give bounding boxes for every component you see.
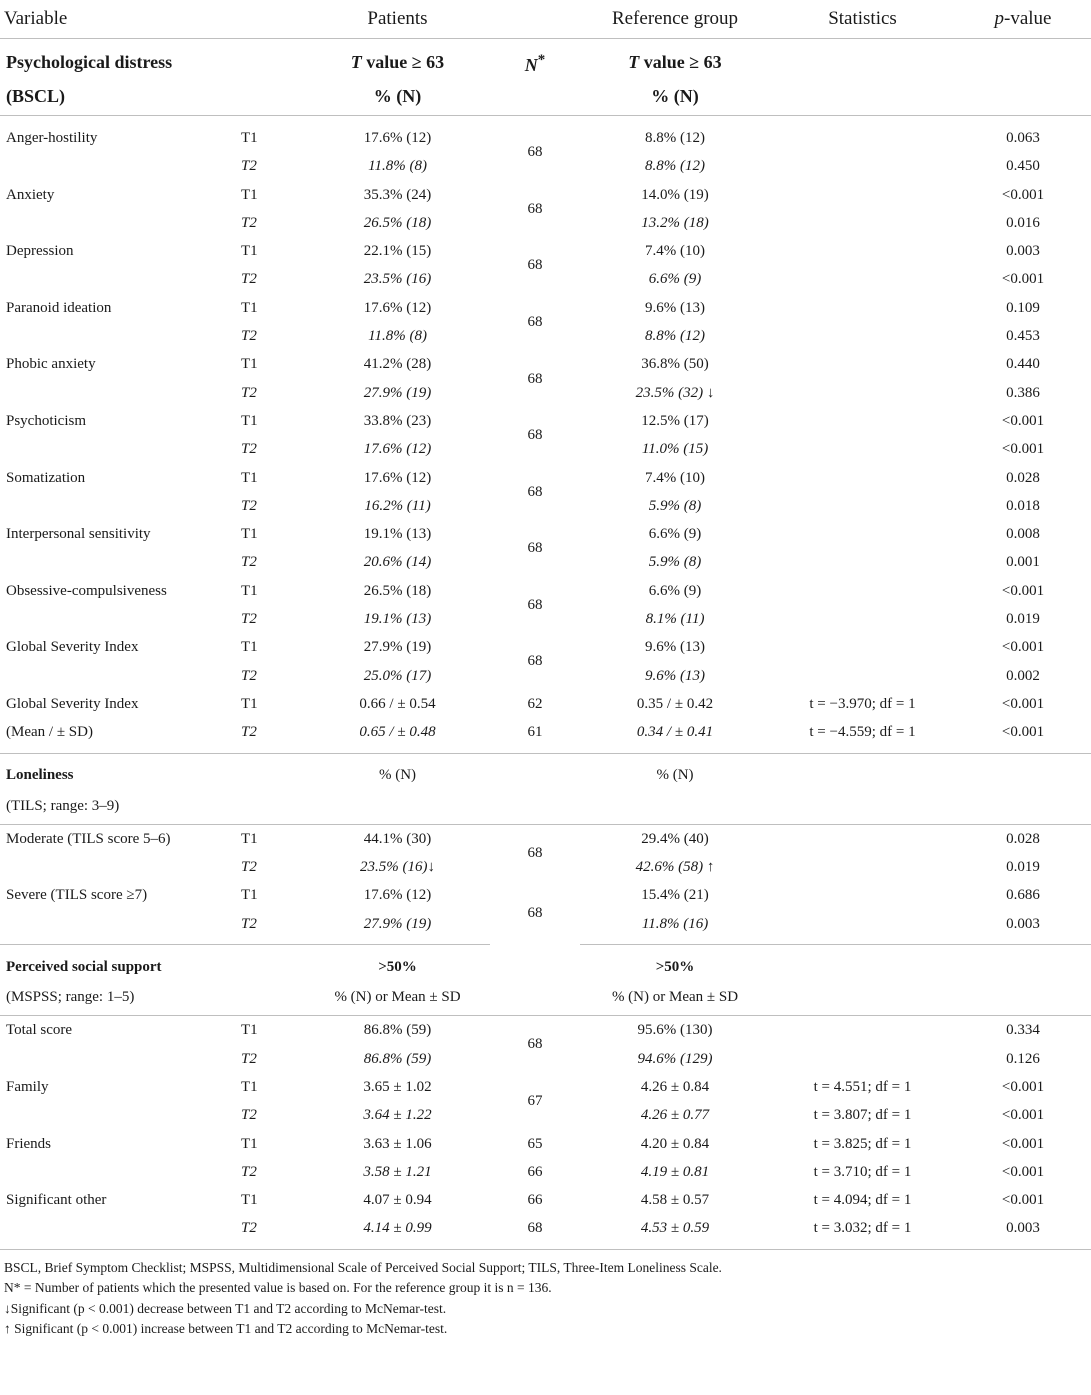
header-statistics: Statistics: [770, 0, 955, 39]
bscl-patients-value: 17.6% (12): [363, 130, 432, 146]
loneliness-variable: Severe (TILS score ≥7): [6, 887, 148, 904]
bscl-reference-value: 23.5% (32) ↓: [635, 384, 715, 401]
loneliness-patients-value: 17.6% (12): [363, 887, 432, 904]
support-split-patients-value: 3.58 ± 1.21: [363, 1163, 432, 1180]
support-split-timepoint: T1: [241, 1135, 258, 1152]
bscl-statistics: [770, 548, 955, 576]
loneliness-sub-title: (TILS; range: 3–9): [0, 792, 235, 825]
bscl-variable: Anger-hostility: [6, 130, 98, 146]
bscl-timepoint: T1: [241, 582, 258, 599]
bscl-p-value: 0.002: [1006, 667, 1040, 684]
bscl-reference-value: 9.6% (13): [645, 667, 705, 684]
bscl-reference-value: 8.8% (12): [645, 158, 705, 175]
bscl-p-value: 0.450: [1006, 158, 1040, 175]
loneliness-timepoint: T2: [235, 910, 305, 945]
bscl-subtitle: (BSCL): [0, 81, 235, 116]
loneliness-sub-reference-label: [580, 792, 770, 825]
bscl-p-value: 0.001: [1006, 554, 1040, 571]
bscl-reference-value: 5.9% (8): [648, 497, 702, 514]
bscl-statistics: [770, 577, 955, 605]
loneliness-title: Loneliness: [6, 767, 74, 784]
table-row: [0, 124, 1091, 152]
table-row: [0, 881, 1091, 909]
bscl-p-value: 0.018: [1006, 497, 1040, 514]
header-p-rest: -value: [1004, 8, 1052, 29]
support-split-statistics: t = 4.094; df = 1: [813, 1192, 912, 1209]
bscl-timepoint: T1: [241, 186, 258, 203]
bscl-variable: [0, 548, 235, 576]
gsi-mean-timepoint: T2: [235, 718, 305, 753]
loneliness-timepoint: T1: [241, 830, 258, 847]
bscl-patients-value: 23.5% (16): [363, 271, 432, 288]
bscl-p-value: 0.008: [1006, 526, 1040, 543]
bscl-timepoint: T1: [241, 469, 258, 486]
support-sub-header-row: [0, 983, 1091, 1016]
support-split-p-value: <0.001: [1001, 1163, 1045, 1180]
bscl-reference-value: 14.0% (19): [641, 186, 709, 203]
bscl-n-label: N*: [524, 51, 546, 75]
bscl-p-value: 0.386: [1006, 384, 1040, 401]
bscl-timepoint: T2: [241, 328, 257, 345]
support-family-reference-value: 4.26 ± 0.84: [640, 1078, 710, 1095]
bscl-patients-value: 17.6% (12): [363, 299, 432, 316]
loneliness-patients-value: 44.1% (30): [363, 830, 432, 847]
table-footnotes: [0, 1249, 1091, 1340]
bscl-timepoint: T2: [241, 384, 257, 401]
bscl-reference-value: 7.4% (10): [645, 469, 705, 486]
loneliness-p-value: 0.019: [1006, 859, 1040, 876]
bscl-statistics: [770, 633, 955, 661]
bscl-reference-value: 9.6% (13): [645, 639, 705, 656]
bscl-patients-value: 27.9% (19): [363, 639, 432, 656]
table-row: [0, 1016, 1091, 1045]
table-row: [0, 237, 1091, 265]
gsi-mean-p-value: <0.001: [955, 718, 1091, 753]
bscl-timepoint: T1: [241, 412, 258, 429]
support-split-n: 68: [527, 1220, 543, 1237]
loneliness-patients-value: 23.5% (16)↓: [360, 859, 435, 876]
loneliness-variable: [0, 910, 235, 945]
support-total-variable: Total score: [6, 1022, 73, 1039]
gsi-mean-patients-value: 0.66 / ± 0.54: [359, 695, 436, 712]
support-reference-label: >50%: [655, 958, 695, 975]
bscl-n: 68: [527, 596, 543, 613]
bscl-timepoint: T2: [241, 554, 257, 571]
loneliness-sub-patients-label: [305, 792, 490, 825]
bscl-header-row-2: [0, 81, 1091, 116]
bscl-variable: [0, 492, 235, 520]
bscl-statistics: [770, 379, 955, 407]
loneliness-patients-value: 27.9% (19): [305, 910, 490, 945]
bscl-statistics: [770, 435, 955, 463]
bscl-timepoint: T2: [241, 158, 257, 175]
bscl-p-value: <0.001: [1001, 412, 1045, 429]
bscl-patients-value: 27.9% (19): [363, 384, 432, 401]
bscl-patients-value: 20.6% (14): [363, 554, 432, 571]
table-row: [0, 1130, 1091, 1158]
header-variable: Variable: [0, 0, 235, 39]
loneliness-p-value: 0.003: [955, 910, 1091, 945]
bscl-variable: [0, 379, 235, 407]
support-total-variable: [0, 1045, 235, 1073]
support-split-n: 66: [527, 1163, 543, 1180]
support-family-statistics: t = 4.551; df = 1: [813, 1078, 912, 1095]
bscl-reference-value: 9.6% (13): [645, 299, 705, 316]
loneliness-reference-label: % (N): [656, 767, 694, 784]
bscl-statistics: [770, 520, 955, 548]
support-split-statistics: t = 3.825; df = 1: [813, 1135, 912, 1152]
loneliness-reference-value: 29.4% (40): [641, 830, 709, 847]
gsi-mean-reference-value: 0.35 / ± 0.42: [636, 695, 714, 712]
bscl-variable: [0, 322, 235, 350]
support-split-p-value: 0.003: [1006, 1220, 1040, 1237]
bscl-timepoint: T1: [241, 299, 258, 316]
header-timepoint: [235, 0, 305, 39]
bscl-reference-value: 12.5% (17): [641, 412, 709, 429]
loneliness-n: 68: [527, 904, 543, 921]
bscl-patients-value: 19.1% (13): [363, 611, 432, 628]
gsi-mean-patients-value: 0.65 / ± 0.48: [305, 718, 490, 753]
bscl-variable: Depression: [6, 243, 74, 260]
support-split-timepoint: T1: [241, 1192, 258, 1209]
loneliness-reference-value: 11.8% (16): [580, 910, 770, 945]
bscl-p-value: <0.001: [1001, 582, 1045, 599]
bscl-statistics: [770, 464, 955, 492]
header-n: [490, 0, 580, 39]
support-sub-title: (MSPSS; range: 1–5): [0, 983, 235, 1016]
bscl-patients-value: 22.1% (15): [363, 243, 432, 260]
gsi-mean-statistics: t = −4.559; df = 1: [770, 718, 955, 753]
bscl-p-value: 0.063: [1006, 130, 1040, 146]
bscl-patients-value: 41.2% (28): [363, 356, 432, 373]
support-split-p-value: <0.001: [1001, 1192, 1045, 1209]
support-total-statistics: [770, 1045, 955, 1073]
loneliness-reference-value: 15.4% (21): [641, 887, 709, 904]
header-reference-group: Reference group: [580, 0, 770, 39]
bscl-p-value: 0.028: [1006, 469, 1040, 486]
bscl-reference-value: 6.6% (9): [648, 582, 702, 599]
bscl-variable: Paranoid ideation: [6, 299, 112, 316]
support-patients-label: >50%: [378, 958, 417, 975]
support-split-variable: [0, 1214, 235, 1242]
bscl-patients-value: 17.6% (12): [363, 441, 432, 458]
bscl-reference-unit: % (N): [580, 81, 770, 116]
loneliness-n: 68: [527, 844, 543, 861]
bscl-n: 68: [527, 427, 543, 444]
bscl-timepoint: T1: [241, 130, 258, 146]
support-total-p-value: 0.126: [1006, 1050, 1040, 1067]
support-split-patients-value: 3.63 ± 1.06: [363, 1135, 432, 1152]
gsi-mean-variable: (Mean / ± SD): [0, 718, 235, 753]
bscl-timepoint: T2: [241, 497, 257, 514]
bscl-variable: Somatization: [6, 469, 86, 486]
support-family-statistics: t = 3.807; df = 1: [813, 1107, 912, 1124]
gsi-mean-timepoint: T1: [241, 695, 258, 712]
bscl-reference-value: 5.9% (8): [648, 554, 702, 571]
table-row: [0, 181, 1091, 209]
bscl-statistics: [770, 492, 955, 520]
bscl-timepoint: T1: [241, 243, 258, 260]
support-split-timepoint: T2: [241, 1220, 257, 1237]
bscl-variable: Anxiety: [6, 186, 55, 203]
table-row: [0, 294, 1091, 322]
support-split-patients-value: 4.14 ± 0.99: [363, 1220, 432, 1237]
bscl-reference-value: 8.8% (12): [645, 130, 705, 146]
bscl-n: 68: [527, 257, 543, 274]
loneliness-reference-value: 42.6% (58) ↑: [635, 859, 715, 876]
bscl-reference-value: 7.4% (10): [645, 243, 705, 260]
loneliness-p-value: 0.028: [1006, 830, 1040, 847]
table-row: [0, 577, 1091, 605]
bscl-variable: [0, 605, 235, 633]
bscl-statistics: [770, 322, 955, 350]
bscl-reference-value: 6.6% (9): [648, 526, 702, 543]
footnote-abbreviations: BSCL, Brief Symptom Checklist; MSPSS, Multidimensional Scale of Perceived Social Support; TILS, Three-Item Loneliness Scale.: [4, 1259, 722, 1275]
support-family-p-value: <0.001: [1001, 1107, 1045, 1124]
bscl-p-value: <0.001: [1001, 271, 1045, 288]
support-family-n: 67: [527, 1093, 543, 1110]
gsi-mean-p-value: <0.001: [1001, 695, 1045, 712]
header-patients: Patients: [305, 0, 490, 39]
loneliness-timepoint: T2: [241, 859, 257, 876]
bscl-title: Psychological distress: [6, 52, 173, 72]
bscl-patients-value: 35.3% (24): [363, 186, 432, 203]
bscl-timepoint: T1: [241, 526, 258, 543]
support-total-p-value: 0.334: [1006, 1022, 1040, 1039]
bscl-patients-value: 26.5% (18): [363, 214, 432, 231]
table-row: [0, 464, 1091, 492]
loneliness-variable: Moderate (TILS score 5–6): [6, 830, 171, 847]
loneliness-statistics: [770, 824, 955, 853]
support-split-statistics: t = 3.710; df = 1: [813, 1163, 912, 1180]
bscl-p-value: <0.001: [1001, 639, 1045, 656]
bscl-reference-value: 8.1% (11): [645, 611, 705, 628]
bscl-variable: [0, 435, 235, 463]
bscl-p-value: <0.001: [1001, 441, 1045, 458]
bscl-p-value: 0.019: [1006, 611, 1040, 628]
support-family-reference-value: 4.26 ± 0.77: [640, 1107, 710, 1124]
bscl-statistics: [770, 152, 955, 180]
bscl-variable: Psychoticism: [6, 412, 87, 429]
loneliness-variable: [0, 853, 235, 881]
bscl-header-row-1: [0, 39, 1091, 82]
bscl-patients-value: 11.8% (8): [368, 158, 427, 175]
support-split-variable: Friends: [6, 1135, 51, 1152]
support-family-timepoint: T1: [241, 1078, 258, 1095]
support-total-statistics: [770, 1016, 955, 1045]
bscl-timepoint: T2: [241, 214, 257, 231]
bscl-statistics: [770, 265, 955, 293]
bscl-p-value: 0.016: [1006, 214, 1040, 231]
bscl-timepoint: T1: [241, 639, 258, 656]
loneliness-patients-label: % (N): [378, 767, 417, 784]
bscl-timepoint: T2: [241, 271, 257, 288]
table-header-row: [0, 0, 1091, 39]
bscl-reference-value: 11.0% (15): [641, 441, 709, 458]
support-family-p-value: <0.001: [1001, 1078, 1045, 1095]
support-sub-patients-label: % (N) or Mean ± SD: [305, 983, 490, 1016]
footnote-decrease: ↓Significant (p < 0.001) decrease between T1 and T2 according to McNemar-test.: [4, 1300, 447, 1316]
bscl-statistics: [770, 294, 955, 322]
loneliness-header-row: [0, 753, 1091, 792]
bscl-timepoint: T2: [241, 611, 257, 628]
table-row: [0, 1214, 1091, 1242]
support-split-n: 65: [527, 1135, 543, 1152]
bscl-timepoint: T2: [241, 441, 257, 458]
support-split-variable: Significant other: [6, 1192, 107, 1209]
table-row: [0, 824, 1091, 853]
bscl-patients-value: 11.8% (8): [368, 328, 427, 345]
table-row: [0, 407, 1091, 435]
bscl-timepoint: T1: [241, 356, 258, 373]
bscl-n: 68: [527, 653, 543, 670]
gsi-mean-variable: Global Severity Index: [6, 695, 139, 712]
support-total-timepoint: T1: [241, 1022, 258, 1039]
gsi-mean-n: 62: [527, 695, 543, 712]
bscl-variable: [0, 662, 235, 690]
bscl-variable: Interpersonal sensitivity: [6, 526, 151, 543]
bscl-variable: [0, 152, 235, 180]
loneliness-timepoint: T1: [241, 887, 258, 904]
bscl-statistics: [770, 181, 955, 209]
bscl-reference-criterion: T value ≥ 63: [628, 52, 722, 72]
support-family-patients-value: 3.64 ± 1.22: [363, 1107, 432, 1124]
table-row: [0, 690, 1091, 718]
table-row: [0, 520, 1091, 548]
support-split-reference-value: 4.53 ± 0.59: [640, 1220, 710, 1237]
support-family-variable: Family: [6, 1078, 49, 1095]
loneliness-statistics: [770, 881, 955, 909]
support-split-variable: [0, 1158, 235, 1186]
bscl-statistics: [770, 124, 955, 152]
table-row: [0, 633, 1091, 661]
bscl-variable: [0, 209, 235, 237]
support-family-patients-value: 3.65 ± 1.02: [363, 1078, 432, 1095]
bscl-statistics: [770, 237, 955, 265]
bscl-n: 68: [527, 483, 543, 500]
support-split-reference-value: 4.20 ± 0.84: [640, 1135, 710, 1152]
table-row: [0, 718, 1091, 753]
bscl-n: 68: [527, 144, 543, 161]
bscl-patients-value: 25.0% (17): [363, 667, 432, 684]
support-split-patients-value: 4.07 ± 0.94: [363, 1192, 432, 1209]
bscl-patients-value: 16.2% (11): [364, 497, 431, 514]
bscl-statistics: [770, 605, 955, 633]
support-split-reference-value: 4.58 ± 0.57: [640, 1192, 710, 1209]
support-header-row: [0, 945, 1091, 984]
bscl-patients-value: 26.5% (18): [363, 582, 432, 599]
bscl-statistics: [770, 209, 955, 237]
table-row: [0, 1158, 1091, 1186]
bscl-statistics: [770, 350, 955, 378]
bscl-variable: [0, 265, 235, 293]
bscl-reference-value: 36.8% (50): [641, 356, 709, 373]
footnote-increase: ↑ Significant (p < 0.001) increase between T1 and T2 according to McNemar-test.: [4, 1321, 448, 1337]
bscl-n: 68: [527, 540, 543, 557]
bscl-statistics: [770, 407, 955, 435]
support-total-reference-value: 95.6% (130): [637, 1022, 713, 1039]
bscl-statistics: [770, 662, 955, 690]
footnote-n-definition: N* = Number of patients which the presented value is based on. For the reference group it is n = 136.: [4, 1280, 552, 1296]
bscl-reference-value: 8.8% (12): [645, 328, 705, 345]
support-split-p-value: <0.001: [1001, 1135, 1045, 1152]
bscl-variable: Obsessive-compulsiveness: [6, 582, 167, 599]
table-row: [0, 350, 1091, 378]
bscl-patients-value: 19.1% (13): [363, 526, 432, 543]
bscl-variable: Global Severity Index: [6, 639, 139, 656]
bscl-p-value: 0.003: [1006, 243, 1040, 260]
bscl-patients-value: 17.6% (12): [363, 469, 432, 486]
support-split-n: 66: [527, 1192, 543, 1209]
header-p-value: [955, 0, 1091, 39]
bscl-p-value: 0.440: [1006, 356, 1040, 373]
support-title: Perceived social support: [6, 958, 162, 975]
support-split-reference-value: 4.19 ± 0.81: [640, 1163, 710, 1180]
table-row: [0, 1073, 1091, 1101]
bscl-reference-value: 6.6% (9): [648, 271, 702, 288]
bscl-p-value: <0.001: [1001, 186, 1045, 203]
support-split-timepoint: T2: [241, 1163, 257, 1180]
bscl-patients-unit: % (N): [305, 81, 490, 116]
table-row: [0, 1186, 1091, 1214]
header-p-italic: p: [994, 8, 1004, 29]
loneliness-sub-header-row: [0, 792, 1091, 825]
bscl-patients-value: 33.8% (23): [363, 412, 432, 429]
support-total-patients-value: 86.8% (59): [363, 1022, 432, 1039]
support-total-n: 68: [527, 1036, 543, 1053]
bscl-patients-criterion: T value ≥ 63: [350, 52, 445, 72]
gsi-mean-n: 61: [490, 718, 580, 753]
bscl-n: 68: [527, 313, 543, 330]
support-total-reference-value: 94.6% (129): [637, 1050, 713, 1067]
gsi-mean-reference-value: 0.34 / ± 0.41: [580, 718, 770, 753]
bscl-p-value: 0.453: [1006, 328, 1040, 345]
support-sub-reference-label: % (N) or Mean ± SD: [580, 983, 770, 1016]
support-family-timepoint: T2: [241, 1107, 257, 1124]
bscl-timepoint: T2: [241, 667, 257, 684]
bscl-reference-value: 13.2% (18): [641, 214, 709, 231]
support-family-variable: [0, 1101, 235, 1129]
bscl-n: 68: [527, 200, 543, 217]
support-total-timepoint: T2: [241, 1050, 257, 1067]
bscl-n: 68: [527, 370, 543, 387]
bscl-variable: Phobic anxiety: [6, 356, 96, 373]
support-split-statistics: t = 3.032; df = 1: [813, 1220, 912, 1237]
gsi-mean-statistics: t = −3.970; df = 1: [809, 695, 916, 712]
loneliness-p-value: 0.686: [1006, 887, 1040, 904]
loneliness-statistics: [770, 910, 955, 945]
bscl-p-value: 0.109: [1006, 299, 1040, 316]
support-total-patients-value: 86.8% (59): [363, 1050, 432, 1067]
loneliness-statistics: [770, 853, 955, 881]
